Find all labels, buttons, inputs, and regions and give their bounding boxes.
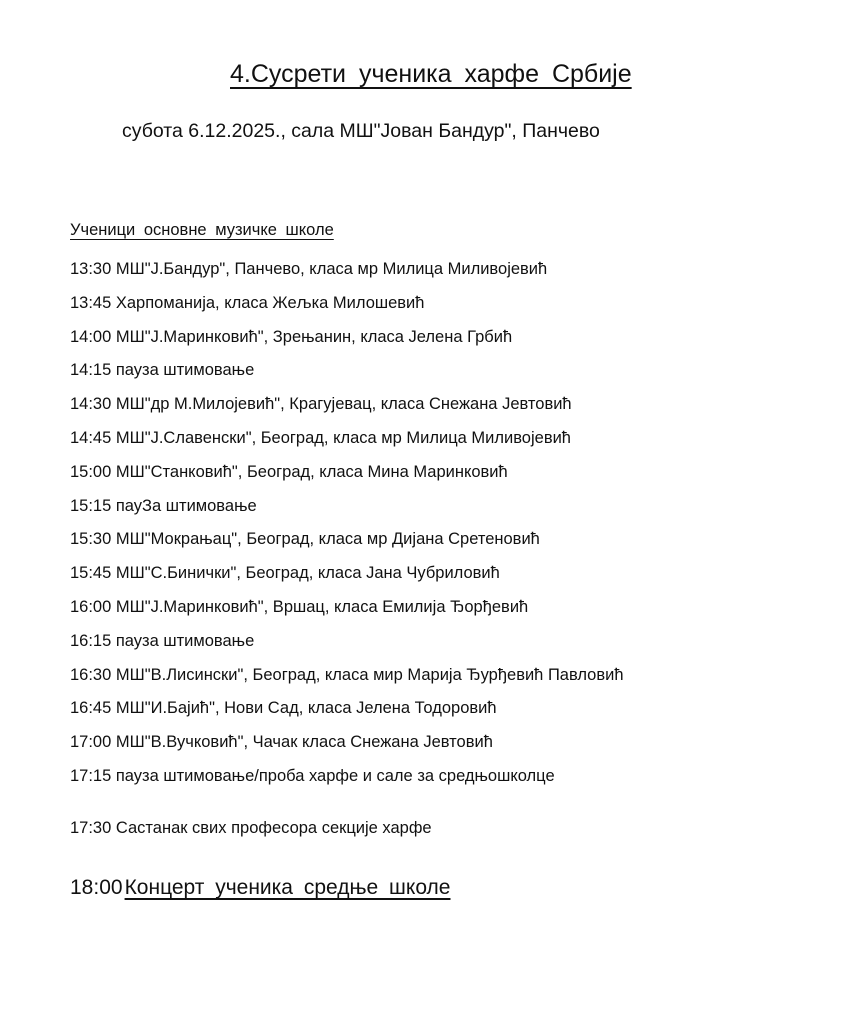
event-date-venue: субота 6.12.2025., сала МШ"Јован Бандур", Панчево — [122, 120, 600, 142]
schedule-item: 14:45 МШ"Ј.Славенски", Београд, класа мр Милица Миливојевић — [70, 428, 571, 447]
schedule-item: 16:45 МШ"И.Бајић", Нови Сад, класа Јелена Тодоровић — [70, 699, 497, 718]
schedule-item: 14:15 пауза штимовање — [70, 361, 255, 380]
section-heading: Ученици основне музичке школе — [70, 221, 334, 239]
schedule-item: 16:30 МШ"В.Лисински", Београд, класа мир Марија Ђурђевић Павловић — [70, 665, 624, 684]
schedule-item: 15:45 МШ"С.Бинички", Београд, класа Јана Чубриловић — [70, 564, 500, 583]
professors-meeting: 17:30 Састанак свих професора секције харфе — [70, 819, 432, 837]
concert-title: Концерт ученика средње школе — [124, 876, 451, 899]
schedule-item: 16:15 пауза штимовање — [70, 631, 255, 650]
schedule-item: 14:00 МШ"Ј.Маринковић", Зрењанин, класа Јелена Грбић — [70, 327, 513, 346]
concert-time: 18:00 — [70, 876, 123, 899]
document-title: 4.Сусрети ученика харфе Србије — [230, 60, 632, 88]
schedule-item: 13:45 Харпоманија, класа Жељка Милошевић — [70, 293, 425, 312]
schedule-item: 14:30 МШ"др М.Милојевић", Крагујевац, класа Снежана Јевтовић — [70, 395, 572, 414]
schedule-item: 13:30 МШ"Ј.Бандур", Панчево, класа мр Милица Миливојевић — [70, 260, 548, 278]
schedule-item: 15:15 пауЗа штимовање — [70, 496, 257, 515]
schedule-item: 16:00 МШ"Ј.Маринковић", Вршац, класа Емилија Ђорђевић — [70, 597, 529, 616]
schedule-list — [70, 255, 624, 796]
schedule-item: 15:30 МШ"Мокрањац", Београд, класа мр Дијана Сретеновић — [70, 530, 540, 549]
schedule-item: 17:15 пауза штимовање/проба харфе и сале за средњошколце — [70, 766, 555, 785]
schedule-item: 17:00 МШ"В.Вучковић", Чачак класа Снежана Јевтовић — [70, 733, 493, 752]
schedule-item: 15:00 МШ"Станковић", Београд, класа Мина Маринковић — [70, 462, 508, 481]
concert-line — [70, 873, 450, 903]
